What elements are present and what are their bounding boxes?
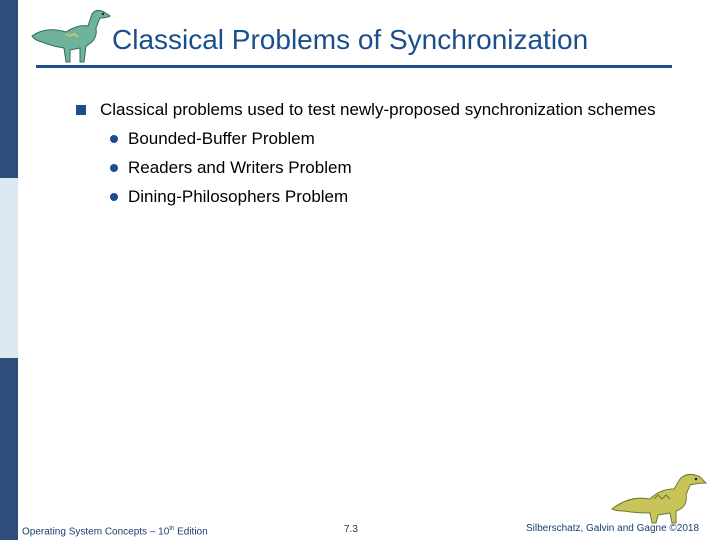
round-bullet-icon xyxy=(110,135,118,143)
side-band-top xyxy=(0,0,18,178)
sub-bullet-list xyxy=(76,127,676,209)
dinosaur-logo-icon xyxy=(610,465,710,527)
bullet-item xyxy=(76,98,676,122)
side-band-bottom xyxy=(0,358,18,540)
sub-bullet-item xyxy=(76,185,676,209)
sub-bullet-item xyxy=(76,156,676,180)
square-bullet-icon xyxy=(76,105,86,115)
page-number: 7.3 xyxy=(344,524,358,535)
side-band-middle xyxy=(0,178,18,358)
round-bullet-icon xyxy=(110,193,118,201)
page-title: Classical Problems of Synchronization xyxy=(112,24,589,55)
sub-bullet-text: Readers and Writers Problem xyxy=(128,158,352,177)
sub-bullet-item xyxy=(76,127,676,151)
title-underline xyxy=(36,65,672,68)
dinosaur-logo-icon xyxy=(26,6,116,68)
footer-copyright: Silberschatz, Galvin and Gagne ©2018 xyxy=(526,523,700,534)
bullet-text: Classical problems used to test newly-proposed synchronization schemes xyxy=(100,100,656,119)
sub-bullet-text: Dining-Philosophers Problem xyxy=(128,187,349,206)
footer-book-title: Operating System Concepts – 10th Edition xyxy=(22,526,208,538)
slide-content xyxy=(76,98,676,209)
round-bullet-icon xyxy=(110,164,118,172)
sub-bullet-text: Bounded-Buffer Problem xyxy=(128,129,315,148)
